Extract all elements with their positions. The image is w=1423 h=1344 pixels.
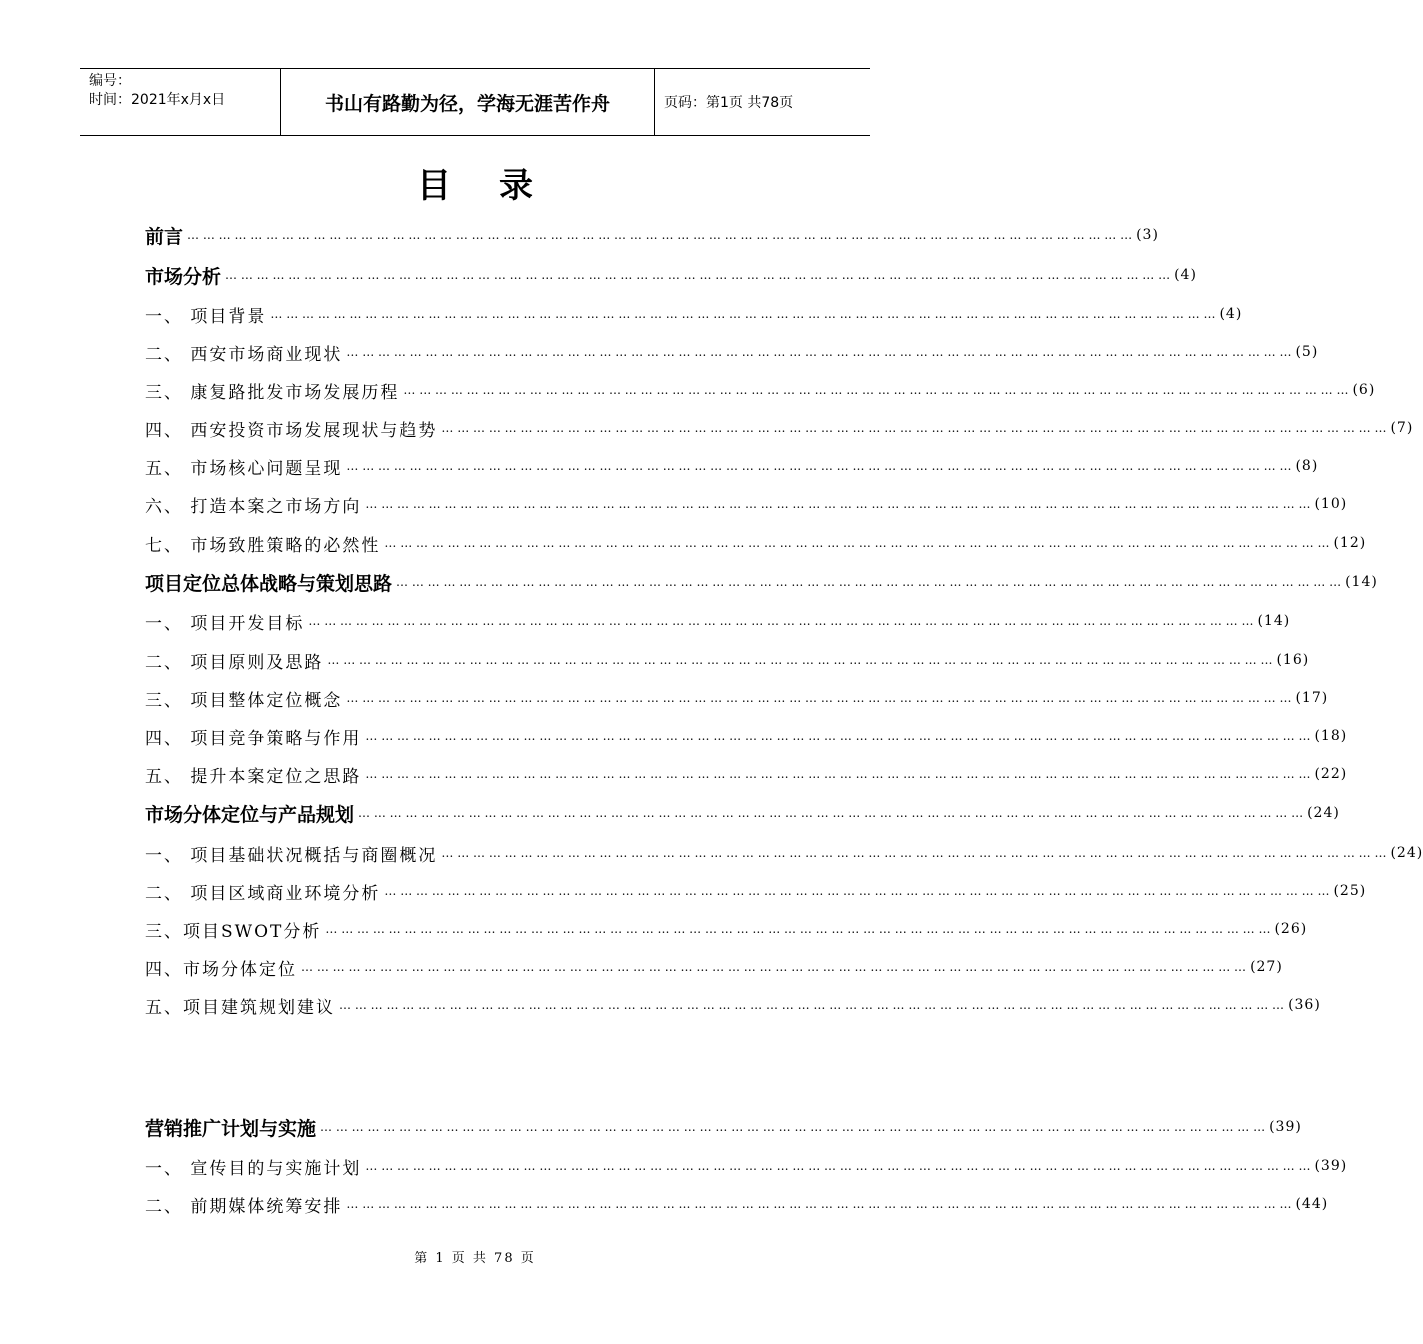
toc-dot-leader: … … … … … … … … … … … … … … … … … … … … … … … … … … … … … … … … … … … … … … … … … … … … … … … … … … … … … … … … … … … …: [403, 383, 1349, 397]
toc-dot-leader: … … … … … … … … … … … … … … … … … … … … … … … … … … … … … … … … … … … … … … … … … … … … … … … … … … … … … … … … … … … …: [327, 653, 1273, 667]
toc-entry-label: 一、 项目背景: [145, 306, 267, 327]
toc-entry-label: 四、 项目竞争策略与作用: [145, 728, 362, 749]
toc-entry: [145, 569, 1378, 595]
toc-entry-label: 三、 康复路批发市场发展历程: [145, 382, 400, 403]
toc-entry-page: (14): [1345, 574, 1378, 590]
toc-entry-label: 市场分析: [145, 265, 222, 288]
toc-entry: [145, 647, 1310, 673]
toc-dot-leader: … … … … … … … … … … … … … … … … … … … … … … … … … … … … … … … … … … … … … … … … … … … … … … … … … … … … … … … … … … … …: [225, 268, 1171, 282]
toc-dot-leader: … … … … … … … … … … … … … … … … … … … … … … … … … … … … … … … … … … … … … … … … … … … … … … … … … … … … … … … … … … … …: [346, 459, 1292, 473]
toc-entry-label: 五、项目建筑规划建议: [145, 997, 335, 1018]
header-motto: 书山有路勤为径，学海无涯苦作舟: [281, 69, 655, 135]
toc-entry: [145, 1114, 1302, 1140]
document-number: 编号：: [89, 73, 131, 89]
toc-entry-page: (14): [1257, 613, 1291, 629]
toc-dot-leader: … … … … … … … … … … … … … … … … … … … … … … … … … … … … … … … … … … … … … … … … … … … … … … … … … … … … … … … … … … … …: [384, 536, 1330, 550]
toc-entry-label: 前言: [145, 225, 184, 248]
toc-entry-label: 四、 西安投资市场发展现状与趋势: [145, 420, 438, 441]
toc-entry: [145, 222, 1159, 248]
toc-entry-page: (12): [1333, 535, 1367, 551]
toc-entry-label: 二、 项目原则及思路: [145, 652, 324, 673]
toc-entry-page: (22): [1314, 766, 1348, 782]
toc-entry-label: 市场分体定位与产品规划: [145, 803, 355, 826]
toc-entry-page: (3): [1136, 227, 1159, 243]
toc-dot-leader: … … … … … … … … … … … … … … … … … … … … … … … … … … … … … … … … … … … … … … … … … … … … … … … … … … … … … … … … … … … …: [270, 307, 1216, 321]
toc-entry-label: 六、 打造本案之市场方向: [145, 496, 362, 517]
toc-entry: [145, 723, 1348, 749]
toc-entry: [145, 954, 1283, 980]
toc-entry: [145, 262, 1197, 288]
toc-entry-page: (27): [1250, 959, 1283, 975]
toc-entry-label: 二、 前期媒体统筹安排: [145, 1196, 343, 1217]
toc-entry: [145, 878, 1367, 904]
toc-dot-leader: … … … … … … … … … … … … … … … … … … … … … … … … … … … … … … … … … … … … … … … … … … … … … … … … … … … … … … … … … … … …: [358, 806, 1304, 820]
toc-entry: [145, 800, 1340, 826]
toc-dot-leader: … … … … … … … … … … … … … … … … … … … … … … … … … … … … … … … … … … … … … … … … … … … … … … … … … … … … … … … … … … … …: [308, 614, 1254, 628]
toc-dot-leader: … … … … … … … … … … … … … … … … … … … … … … … … … … … … … … … … … … … … … … … … … … … … … … … … … … … … … … … … … … … …: [187, 228, 1133, 242]
toc-entry-label: 一、 宣传目的与实施计划: [145, 1158, 362, 1179]
toc-entry-page: (5): [1295, 344, 1319, 360]
toc-dot-leader: … … … … … … … … … … … … … … … … … … … … … … … … … … … … … … … … … … … … … … … … … … … … … … … … … … … … … … … … … … … …: [396, 575, 1342, 589]
toc-dot-leader: … … … … … … … … … … … … … … … … … … … … … … … … … … … … … … … … … … … … … … … … … … … … … … … … … … … … … … … … … … … …: [346, 1197, 1292, 1211]
toc-entry-label: 七、 市场致胜策略的必然性: [145, 535, 381, 556]
toc-entry-page: (39): [1314, 1158, 1348, 1174]
document-time: 时间：2021年x月x日: [89, 92, 226, 108]
toc-entry-label: 一、 项目基础状况概括与商圈概况: [145, 845, 438, 866]
toc-entry: [145, 761, 1348, 787]
toc-dot-leader: … … … … … … … … … … … … … … … … … … … … … … … … … … … … … … … … … … … … … … … … … … … … … … … … … … … … … … … … … … … …: [320, 1120, 1266, 1134]
toc-entry-page: (10): [1314, 496, 1348, 512]
toc-dot-leader: … … … … … … … … … … … … … … … … … … … … … … … … … … … … … … … … … … … … … … … … … … … … … … … … … … … … … … … … … … … …: [346, 691, 1292, 705]
toc-entry: [145, 530, 1367, 556]
toc-dot-leader: … … … … … … … … … … … … … … … … … … … … … … … … … … … … … … … … … … … … … … … … … … … … … … … … … … … … … … … … … … … …: [339, 998, 1285, 1012]
toc-entry: [145, 608, 1291, 634]
toc-entry-label: 五、 提升本案定位之思路: [145, 766, 362, 787]
toc-dot-leader: … … … … … … … … … … … … … … … … … … … … … … … … … … … … … … … … … … … … … … … … … … … … … … … … … … … … … … … … … … … …: [441, 846, 1387, 860]
toc-entry-label: 三、 项目整体定位概念: [145, 690, 343, 711]
toc-entry-page: (25): [1333, 883, 1367, 899]
toc-entry-page: (16): [1276, 652, 1310, 668]
toc-entry: [145, 415, 1414, 441]
toc-entry-label: 五、 市场核心问题呈现: [145, 458, 343, 479]
toc-entry: [145, 339, 1319, 365]
page-title: 目录: [417, 166, 581, 206]
toc-entry: [145, 453, 1319, 479]
toc-entry-page: (18): [1314, 728, 1348, 744]
toc-entry: [145, 1191, 1329, 1217]
page-footer: 第 1 页 共 78 页: [414, 1251, 536, 1266]
toc-entry-page: (4): [1174, 267, 1197, 283]
toc-entry-label: 营销推广计划与实施: [145, 1117, 317, 1140]
toc-entry-label: 三、项目SWOT分析: [145, 921, 322, 942]
toc-entry-page: (4): [1219, 306, 1243, 322]
toc-entry-label: 项目定位总体战略与策划思路: [145, 572, 393, 595]
toc-entry-page: (24): [1390, 845, 1423, 861]
toc-entry-page: (39): [1269, 1119, 1302, 1135]
toc-entry: [145, 916, 1308, 942]
header-page-info: 页码：第1页 共78页: [664, 95, 794, 111]
toc-entry: [145, 377, 1376, 403]
toc-entry-page: (26): [1274, 921, 1308, 937]
toc-entry: [145, 1153, 1348, 1179]
toc-entry-label: 二、 项目区域商业环境分析: [145, 883, 381, 904]
toc-entry: [145, 301, 1243, 327]
toc-entry-page: (7): [1390, 420, 1414, 436]
toc-entry-page: (44): [1295, 1196, 1329, 1212]
toc-entry-page: (6): [1352, 382, 1376, 398]
toc-entry-page: (17): [1295, 690, 1329, 706]
toc-entry-page: (24): [1307, 805, 1340, 821]
toc-dot-leader: … … … … … … … … … … … … … … … … … … … … … … … … … … … … … … … … … … … … … … … … … … … … … … … … … … … … … … … … … … … …: [325, 922, 1271, 936]
toc-dot-leader: … … … … … … … … … … … … … … … … … … … … … … … … … … … … … … … … … … … … … … … … … … … … … … … … … … … … … … … … … … … …: [365, 1159, 1311, 1173]
toc-entry-label: 四、市场分体定位: [145, 959, 297, 980]
toc-dot-leader: … … … … … … … … … … … … … … … … … … … … … … … … … … … … … … … … … … … … … … … … … … … … … … … … … … … … … … … … … … … …: [365, 767, 1311, 781]
toc-dot-leader: … … … … … … … … … … … … … … … … … … … … … … … … … … … … … … … … … … … … … … … … … … … … … … … … … … … … … … … … … … … …: [441, 421, 1387, 435]
toc-dot-leader: … … … … … … … … … … … … … … … … … … … … … … … … … … … … … … … … … … … … … … … … … … … … … … … … … … … … … … … … … … … …: [365, 729, 1311, 743]
toc-entry: [145, 685, 1329, 711]
toc-entry-label: 一、 项目开发目标: [145, 613, 305, 634]
toc-entry-page: (36): [1288, 997, 1321, 1013]
toc-dot-leader: … … … … … … … … … … … … … … … … … … … … … … … … … … … … … … … … … … … … … … … … … … … … … … … … … … … … … … … … … … … …: [365, 497, 1311, 511]
toc-dot-leader: … … … … … … … … … … … … … … … … … … … … … … … … … … … … … … … … … … … … … … … … … … … … … … … … … … … … … … … … … … … …: [301, 960, 1247, 974]
toc-entry-page: (8): [1295, 458, 1319, 474]
toc-entry: [145, 491, 1348, 517]
toc-entry: [145, 992, 1321, 1018]
toc-entry-label: 二、 西安市场商业现状: [145, 344, 343, 365]
toc-dot-leader: … … … … … … … … … … … … … … … … … … … … … … … … … … … … … … … … … … … … … … … … … … … … … … … … … … … … … … … … … … … …: [346, 345, 1292, 359]
toc-dot-leader: … … … … … … … … … … … … … … … … … … … … … … … … … … … … … … … … … … … … … … … … … … … … … … … … … … … … … … … … … … … …: [384, 884, 1330, 898]
toc-entry: [145, 840, 1423, 866]
